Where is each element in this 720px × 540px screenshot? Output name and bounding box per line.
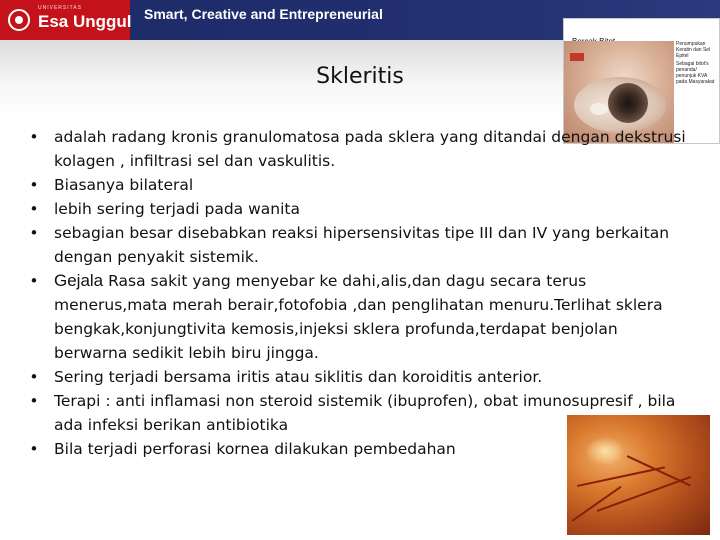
bullet-symptoms (27, 269, 687, 365)
eye-iris (608, 83, 648, 123)
university-logo[interactable] (0, 0, 130, 40)
bullet-women (27, 197, 687, 221)
bullet-text: lebih sering terjadi pada wanita (54, 200, 300, 218)
logo-superscript: UNIVERSITAS (38, 5, 82, 11)
blood-vessel (577, 466, 665, 487)
bullet-text: Sering terjadi bersama iritis atau siklitis dan koroiditis anterior. (54, 368, 543, 386)
logo-emblem-icon (8, 9, 30, 31)
bullet-dot: • (29, 392, 39, 410)
bullet-text: Biasanya bilateral (54, 176, 194, 194)
bullet-text: sebagian besar disebabkan reaksi hipersensivitas tipe III dan IV yang berkaitan dengan penyakit sistemik. (54, 224, 670, 266)
bullet-dot: • (29, 128, 39, 146)
bullet-comorbid (27, 365, 687, 389)
slide-title: Skleritis (316, 64, 404, 89)
figure-notes (676, 41, 718, 87)
blood-vessel (627, 455, 691, 486)
bullet-text: adalah radang kronis granulomatosa pada sklera yang ditandai dengan dekstrusi kolagen , infiltrasi sel dan vaskulitis. (54, 128, 686, 170)
bitot-spot (590, 103, 608, 115)
bullet-lead: Gejala (54, 271, 104, 290)
bullet-text: Terapi : anti inflamasi non steroid sistemik (ibuprofen), obat imunosupresif , bila ada infeksi berikan antibiotika (54, 392, 676, 434)
bullet-dot: • (29, 368, 39, 386)
bullet-dot: • (29, 176, 39, 194)
bullet-dot: • (29, 440, 39, 458)
bullet-bilateral (27, 173, 687, 197)
bullet-dot: • (29, 200, 39, 218)
photo-glare (585, 437, 625, 465)
bullet-definition (27, 125, 687, 173)
bullet-cause (27, 221, 687, 269)
bullet-dot: • (29, 224, 39, 242)
figure-note: Sebagai bitot's penanda/ penunjuk KVA pada Masyarakat (676, 61, 715, 85)
bullet-text: Rasa sakit yang menyebar ke dahi,alis,dan dagu secara terus menerus,mata merah berair,fotofobia ,dan penglihatan menuru.Terlihat sklera bengkak,konjungtivita kemosis,injeksi sklera profunda,terdapat benjolan berwarna sedikit lebih biru jingga. (54, 272, 663, 362)
bullet-text: Bila terjadi perforasi kornea dilakukan pembedahan (54, 440, 456, 458)
photo-label-tag (570, 53, 584, 61)
logo-text: Esa Unggul (38, 12, 132, 31)
header-tagline: Smart, Creative and Entrepreneurial (144, 6, 383, 22)
scleritis-photo (567, 415, 710, 535)
figure-note: Penumpukan Keratin dan Sel Epitel (676, 41, 711, 59)
bullet-dot: • (29, 272, 39, 290)
